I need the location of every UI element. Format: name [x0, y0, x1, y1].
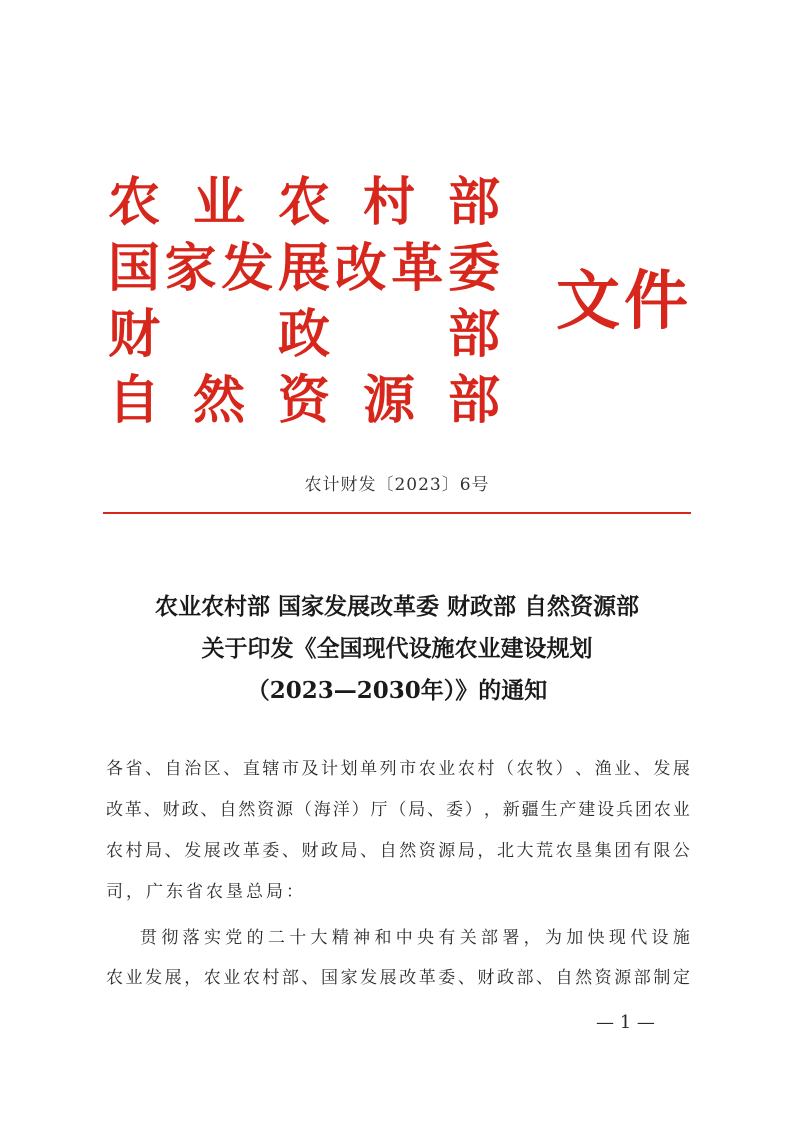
- issuer-natural-resources-ministry: 自 然 资 源 部: [108, 370, 500, 431]
- red-divider-line: [103, 512, 691, 514]
- issuer-agriculture-ministry: 农 业 农 村 部: [108, 172, 500, 233]
- salutation-line: 司，广东省农垦总局：: [106, 882, 306, 902]
- page-number: — 1 —: [596, 1012, 655, 1033]
- issuer-ndrc: 国 家 发 展 改 革 委: [108, 238, 500, 299]
- paragraph-line: 贯 彻 落 实 党 的 二 十 大 精 神 和 中 央 有 关 部 署 ， 为 加 快 现 代 设 施: [140, 928, 690, 948]
- title-line-3: （2023—2030年）》的通知: [246, 677, 548, 704]
- document-number: 农计财发〔2023〕6号: [304, 475, 490, 495]
- salutation-line: 各 省 、 自 治 区 、 直 辖 市 及 计 划 单 列 市 农 业 农 村 （ 农 牧 ） 、 渔 业 、 发 展: [106, 759, 690, 779]
- salutation-line: 改 革 、 财 政 、 自 然 资 源 （ 海 洋 ） 厅 （ 局 、 委 ） ， 新 疆 生 产 建 设 兵 团 农 业: [106, 800, 690, 820]
- title-line-1: 农业农村部 国家发展改革委 财政部 自然资源部: [154, 593, 640, 620]
- paragraph-line: 农 业 发 展 ， 农 业 农 村 部 、 国 家 发 展 改 革 委 、 财 政 部 、 自 然 资 源 部 制 定: [106, 968, 690, 988]
- issuer-finance-ministry: 财 政 部: [108, 304, 500, 365]
- salutation-line: 农 村 局 、 发 展 改 革 委 、 财 政 局 、 自 然 资 源 局 ， 北 大 荒 农 垦 集 团 有 限 公: [106, 841, 690, 861]
- title-line-2: 关于印发《全国现代设施农业建设规划: [201, 635, 593, 662]
- letterhead-suffix: 文件: [556, 264, 692, 339]
